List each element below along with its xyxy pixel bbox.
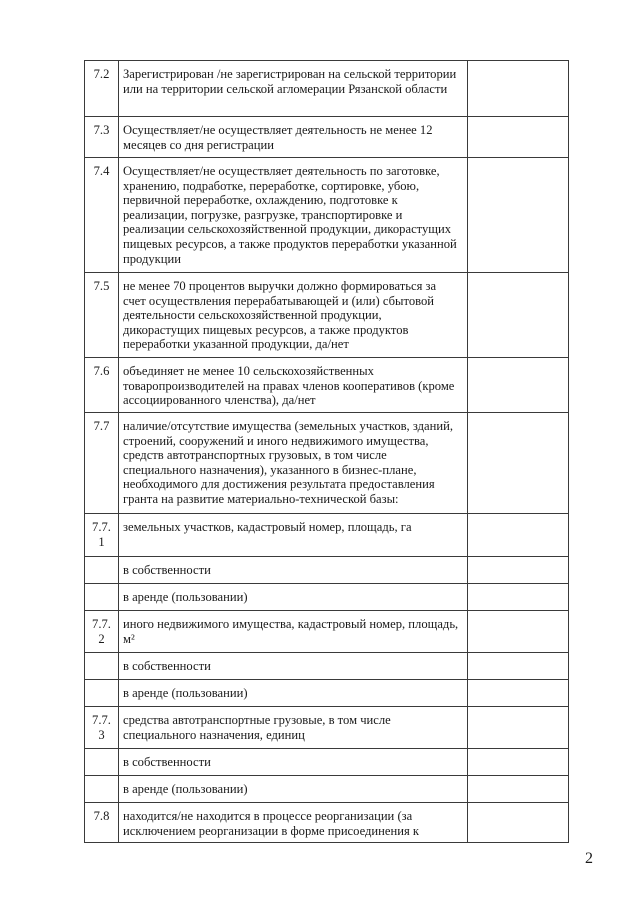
row-value-cell[interactable] <box>468 680 569 707</box>
row-number: 7.4 <box>85 158 119 273</box>
row-value-cell[interactable] <box>468 803 569 843</box>
table-row <box>85 413 569 514</box>
row-value-cell[interactable] <box>468 557 569 584</box>
table-row <box>85 158 569 273</box>
row-description: в собственности <box>119 653 468 680</box>
table-row <box>85 776 569 803</box>
row-value-cell[interactable] <box>468 776 569 803</box>
row-description: Зарегистрирован /не зарегистрирован на сельской территории или на территории сельской агломерации Рязанской области <box>119 61 468 117</box>
row-description: в аренде (пользовании) <box>119 584 468 611</box>
row-description: в собственности <box>119 749 468 776</box>
row-value-cell[interactable] <box>468 61 569 117</box>
row-description: Осуществляет/не осуществляет деятельность по заготовке, хранению, подработке, переработке, сортировке, убою, первичной переработке, охлаждению, подготовке к реализации, погрузке, разгрузке, транспортировке и реализации сельскохозяйственной продукции, дикорастущих пищевых ресурсов, а также продуктов переработки указанной продукции <box>119 158 468 273</box>
criteria-table <box>84 60 569 843</box>
row-value-cell[interactable] <box>468 749 569 776</box>
row-description: в аренде (пользовании) <box>119 680 468 707</box>
row-number: 7.5 <box>85 273 119 358</box>
row-value-cell[interactable] <box>468 653 569 680</box>
table-row <box>85 584 569 611</box>
row-number: 7.3 <box>85 117 119 158</box>
row-value-cell[interactable] <box>468 413 569 514</box>
row-description: находится/не находится в процессе реорганизации (за исключением реорганизации в форме присоединения к <box>119 803 468 843</box>
row-value-cell[interactable] <box>468 358 569 413</box>
row-number: 7.6 <box>85 358 119 413</box>
row-value-cell[interactable] <box>468 514 569 557</box>
table-row <box>85 707 569 749</box>
row-number: 7.7. 2 <box>85 611 119 653</box>
table-row <box>85 358 569 413</box>
row-description: наличие/отсутствие имущества (земельных участков, зданий, строений, сооружений и иного недвижимого имущества, средств автотранспортных грузовых, в том числе специального назначения), указанного в бизнес-плане, необходимого для достижения результата предоставления гранта на развитие материально-технической базы: <box>119 413 468 514</box>
row-number: 7.7. 1 <box>85 514 119 557</box>
row-value-cell[interactable] <box>468 611 569 653</box>
row-value-cell[interactable] <box>468 273 569 358</box>
table-row <box>85 611 569 653</box>
row-description: Осуществляет/не осуществляет деятельность не менее 12 месяцев со дня регистрации <box>119 117 468 158</box>
table-row <box>85 61 569 117</box>
row-value-cell[interactable] <box>468 158 569 273</box>
table-row <box>85 803 569 843</box>
row-description: иного недвижимого имущества, кадастровый номер, площадь, м² <box>119 611 468 653</box>
row-description: в собственности <box>119 557 468 584</box>
row-number <box>85 680 119 707</box>
row-number <box>85 557 119 584</box>
table-row <box>85 680 569 707</box>
table-row <box>85 273 569 358</box>
row-description: средства автотранспортные грузовые, в том числе специального назначения, единиц <box>119 707 468 749</box>
page-number: 2 <box>585 850 593 867</box>
row-number: 7.7 <box>85 413 119 514</box>
row-description: земельных участков, кадастровый номер, площадь, га <box>119 514 468 557</box>
table-row <box>85 749 569 776</box>
row-description: в аренде (пользовании) <box>119 776 468 803</box>
row-number: 7.2 <box>85 61 119 117</box>
row-description: не менее 70 процентов выручки должно формироваться за счет осуществления перерабатывающей и (или) сбытовой деятельности сельскохозяйственной продукции, дикорастущих пищевых ресурсов, а также продуктов переработки указанной продукции, да/нет <box>119 273 468 358</box>
table-row <box>85 117 569 158</box>
row-value-cell[interactable] <box>468 584 569 611</box>
row-number <box>85 584 119 611</box>
table-row <box>85 514 569 557</box>
row-number <box>85 653 119 680</box>
row-value-cell[interactable] <box>468 707 569 749</box>
row-number <box>85 776 119 803</box>
row-description: объединяет не менее 10 сельскохозяйственных товаропроизводителей на правах членов кооперативов (кроме ассоциированного членства), да/нет <box>119 358 468 413</box>
row-number: 7.8 <box>85 803 119 843</box>
table-row <box>85 557 569 584</box>
row-value-cell[interactable] <box>468 117 569 158</box>
row-number <box>85 749 119 776</box>
table-row <box>85 653 569 680</box>
row-number: 7.7. 3 <box>85 707 119 749</box>
